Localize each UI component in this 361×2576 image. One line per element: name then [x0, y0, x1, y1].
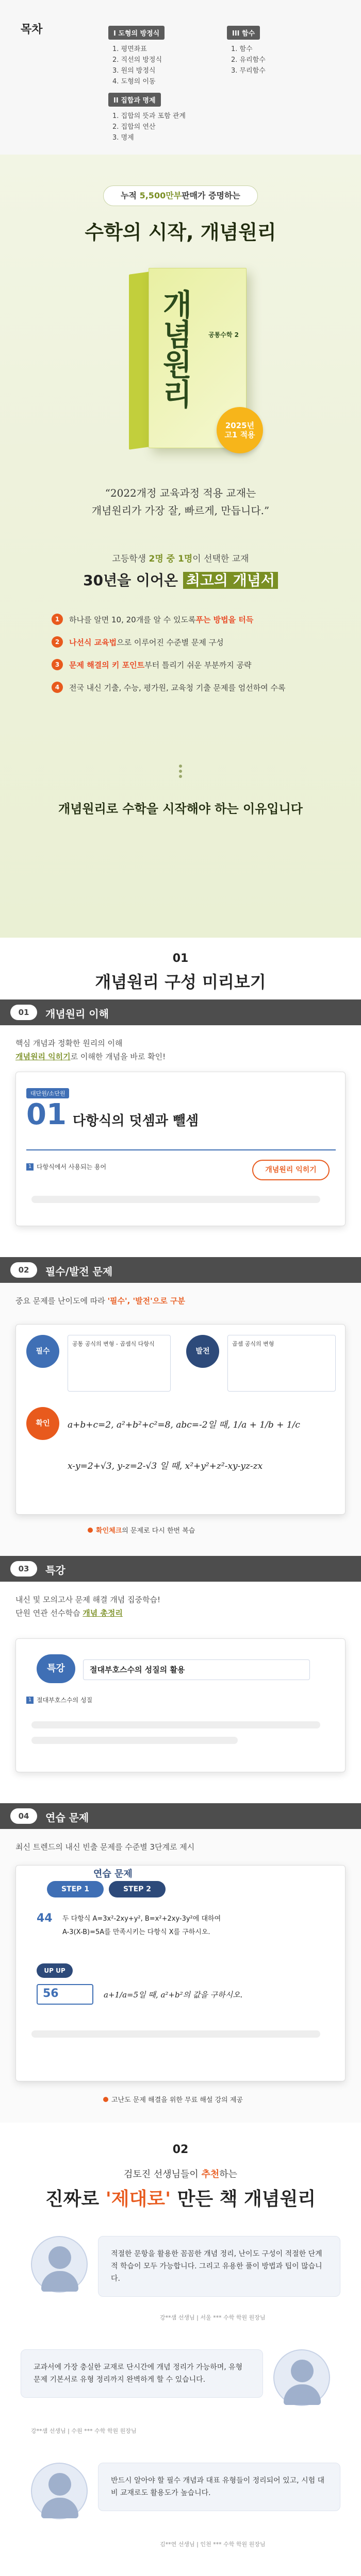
toc-col-functions — [227, 26, 335, 76]
desc-rest: 로 이해한 개념을 바로 확인! — [70, 1052, 166, 1061]
callout-em: 확인체크 — [96, 1527, 122, 1535]
divider — [26, 1149, 336, 1150]
question-text: A-3(X-B)=5A를 만족시키는 다항식 X를 구하시오. — [62, 1928, 210, 1936]
callout — [88, 1525, 195, 1535]
avatar — [31, 2236, 88, 2293]
quote-line1: “2022개정 교육과정 적용 교재는 — [105, 487, 256, 499]
toc-item: 4. 도형의 이동 — [112, 78, 156, 86]
block-description: 최신 트렌드의 내신 빈출 문제를 수준별 3단계로 제시 — [15, 1842, 195, 1852]
tag-text: 다항식에서 사용되는 용어 — [37, 1163, 107, 1171]
feature-text: 전국 내신 기출, 수능, 평가원, 교육청 기출 문제를 엄선하여 수록 — [69, 683, 286, 692]
number-badge: 2 — [52, 636, 63, 648]
text-placeholder — [31, 2030, 320, 2038]
table-of-contents — [0, 0, 361, 155]
example-box: 곱셈 공식의 변형 — [227, 1335, 336, 1392]
feature-item — [52, 653, 309, 676]
unit-label: 대단원/소단원 — [26, 1088, 69, 1098]
feature-em: 푸는 방법을 터득 — [195, 615, 254, 624]
block-practice — [0, 1803, 361, 2123]
hero-title: 수학의 시작, 개념원리 — [85, 221, 276, 244]
section-title: 개념원리 구성 미리보기 — [95, 972, 266, 992]
year-badge — [217, 407, 263, 453]
block-title: 개념원리 이해 — [45, 1008, 109, 1020]
feature-em: 문제 해결의 키 포인트 — [69, 660, 145, 670]
block-title: 연습 문제 — [45, 1811, 89, 1824]
desc-underline: 개념 총정리 — [83, 1608, 123, 1618]
title-em: '제대로' — [105, 2189, 171, 2210]
callout-suffix: 로 다시 한번 복습 — [143, 1527, 195, 1535]
desc-highlight: '필수', '발전'으로 구분 — [107, 1296, 185, 1306]
question-number: 44 — [37, 1912, 53, 1925]
sample-page-card — [15, 1865, 346, 2081]
essential-badge: 필수 — [26, 1335, 59, 1368]
card-title: 연습 문제 — [93, 1869, 133, 1879]
toc-head: II 집합과 명제 — [108, 93, 161, 107]
hero-choice-line — [0, 551, 361, 564]
toc-head: III 함수 — [227, 26, 260, 40]
feature-text: 부터 틀리기 쉬운 부분까지 공략 — [144, 660, 252, 670]
sub-text: 절대부호스수의 성질 — [37, 1697, 93, 1704]
block-header — [0, 1257, 361, 1283]
square-icon: 1 — [26, 1163, 34, 1171]
square-icon: 1 — [26, 1697, 34, 1704]
badge-line2: 고1 적용 — [224, 430, 255, 439]
desc-line: 핵심 개념과 정확한 원리의 이해 — [15, 1039, 123, 1048]
step2-tab: STEP 2 — [109, 1881, 166, 1897]
desc-prefix: 중요 문제를 난이도에 따라 — [15, 1296, 108, 1306]
block-title: 필수/발전 문제 — [45, 1265, 113, 1278]
dot — [179, 770, 182, 773]
dots-divider — [0, 762, 361, 780]
text-placeholder — [31, 1737, 238, 1744]
review-card: 교과서에 가장 충실한 교재로 단시간에 개념 정리가 가능하며, 유형 문제 기본서로 유형 정리까지 완벽하게 할 수 있습니다. — [21, 2349, 263, 2398]
hero-section — [0, 155, 361, 938]
toc-title: 목차 — [21, 23, 43, 36]
sample-page-card — [15, 1638, 346, 1772]
section-number: 01 — [172, 952, 189, 965]
block-concept — [0, 999, 361, 1257]
question-text: 두 다항식 A=3x²-2xy+y², B=x²+2xy-3y²에 대하여 — [62, 1915, 221, 1923]
title-prefix: 진짜로 — [45, 2189, 106, 2210]
special-tag: 특강 — [37, 1654, 75, 1683]
block-special — [0, 1556, 361, 1803]
unit-number: 01 — [26, 1098, 67, 1131]
callout — [103, 2094, 243, 2104]
block-description — [15, 1037, 166, 1063]
toc-item: 2. 집합의 연산 — [112, 123, 156, 131]
toc-item: 2. 직선의 방정식 — [112, 56, 162, 64]
block-header — [0, 1556, 361, 1582]
toc-head: I 도형의 방정식 — [108, 26, 165, 40]
toc-item: 2. 유리함수 — [231, 56, 266, 64]
step1-tab: STEP 1 — [47, 1881, 104, 1897]
sample-page-card — [15, 1072, 346, 1226]
hero-bottom-text: 개념원리로 수학을 시작해야 하는 이유입니다 — [58, 802, 303, 816]
block-description — [15, 1593, 160, 1620]
callout-text: 고난도 문제 해결을 위한 무료 해설 강의 제공 — [111, 2096, 243, 2104]
math-problem: a+1/a=5일 때, a²+b²의 값을 구하시오. — [104, 1990, 243, 1999]
concept-check-button: 개념원리 익히기 — [252, 1160, 330, 1180]
toc-item: 1. 함수 — [231, 45, 253, 53]
unit-name: 다항식의 덧셈과 뺄셈 — [73, 1113, 199, 1129]
feature-em: 나선식 교육법 — [69, 637, 117, 647]
toc-col-sets — [108, 93, 217, 143]
review-caption: 강**샘 선생님 | 서울 *** 수학 학원 원장님 — [160, 2314, 266, 2321]
block-description — [15, 1294, 185, 1308]
hero-headline — [0, 569, 361, 590]
unit-tag — [26, 1162, 106, 1171]
check-badge: 확인 — [26, 1407, 59, 1440]
block-number: 01 — [10, 1005, 37, 1020]
toc-col-geometry — [108, 26, 217, 87]
toc-item: 1. 집합의 뜻과 포함 관계 — [112, 112, 186, 120]
pill-prefix: 누적 — [121, 191, 137, 200]
text-placeholder — [31, 1196, 320, 1203]
number-badge: 3 — [52, 659, 63, 670]
preview-header — [0, 938, 361, 999]
math-problem: x-y=2+√3, y-z=2-√3 일 때, x²+y²+z²-xy-yz-zx — [68, 1461, 263, 1471]
number-badge: 1 — [52, 614, 63, 625]
book-logo: 개념원리 — [157, 289, 192, 409]
badge-line1: 2025년 — [225, 421, 255, 430]
desc-line — [15, 1050, 166, 1063]
toc-item: 3. 무리함수 — [231, 67, 266, 75]
math-problem: a+b+c=2, a²+b²+c²=8, abc=-2일 때, 1/a + 1/b + 1/c — [68, 1420, 300, 1430]
feature-item — [52, 608, 309, 631]
pill-number: 5,500만부 — [139, 191, 182, 200]
question-number: 56 — [43, 1987, 59, 2000]
review-card: 반드시 알아야 할 필수 개념과 대표 유형들이 정리되어 있고, 시험 대비 교재로도 활용도가 높습니다. — [98, 2463, 340, 2511]
section-number: 02 — [172, 2143, 189, 2156]
toc-item: 3. 명제 — [112, 134, 134, 142]
line1-em: 2명 중 1명 — [149, 554, 193, 564]
dot-icon — [88, 1528, 93, 1533]
block-problems — [0, 1257, 361, 1556]
desc-line: 내신 및 모의고사 문제 해결 개념 집중학습! — [15, 1595, 160, 1604]
avatar — [31, 2463, 88, 2519]
desc-prefix: 단원 연관 선수학습 — [15, 1608, 83, 1618]
section-sub — [0, 2167, 361, 2180]
line1-suffix: 이 선택한 교재 — [192, 554, 249, 564]
line1-prefix: 고등학생 — [112, 554, 146, 564]
review-caption: 강**샘 선생님 | 수원 *** 수학 학원 원장님 — [31, 2428, 137, 2434]
dot — [179, 765, 182, 768]
section-title — [0, 2184, 361, 2211]
sub-prefix: 검토진 선생님들이 — [123, 2169, 202, 2180]
line2-highlight: 최고의 개념서 — [183, 572, 278, 589]
dot-icon — [103, 2097, 108, 2102]
block-number: 03 — [10, 1561, 37, 1577]
block-header — [0, 1803, 361, 1829]
callout-mid: 의 문제 — [122, 1527, 144, 1535]
block-title: 특강 — [45, 1564, 65, 1577]
unit-header — [26, 1088, 199, 1131]
upup-badge: UP UP — [37, 1963, 73, 1978]
feature-item — [52, 631, 309, 653]
reviewer-section — [0, 2123, 361, 2576]
block-number: 04 — [10, 1808, 37, 1824]
feature-list — [52, 608, 309, 699]
sub-suffix: 하는 — [219, 2169, 238, 2180]
block-header — [0, 999, 361, 1025]
sample-page-card — [15, 1324, 346, 1515]
text-placeholder — [31, 1721, 320, 1728]
dot — [179, 775, 182, 778]
sales-pill — [103, 185, 258, 206]
feature-text: 하나를 알면 10, 20개를 알 수 있도록 — [69, 615, 196, 624]
special-sub — [26, 1696, 92, 1704]
book-subtitle: 공통수학 2 — [208, 331, 239, 338]
advanced-badge: 발전 — [186, 1335, 219, 1368]
line2-prefix: 30년을 이어온 — [83, 572, 178, 589]
desc-line — [15, 1606, 160, 1620]
toc-item: 1. 평면좌표 — [112, 45, 147, 53]
avatar — [273, 2349, 330, 2406]
title-suffix: 만든 책 개념원리 — [171, 2189, 316, 2210]
number-badge: 4 — [52, 682, 63, 693]
sub-em: 추천 — [201, 2169, 220, 2180]
example-box: 공통 공식의 변형 - 곱셈식 다항식 — [68, 1335, 171, 1392]
book-spine — [129, 272, 150, 450]
quote-line2: 개념원리가 가장 잘, 빠르게, 만듭니다.” — [91, 504, 270, 517]
desc-underline: 개념원리 익히기 — [15, 1052, 71, 1061]
toc-item: 3. 원의 방정식 — [112, 67, 156, 75]
block-number: 02 — [10, 1262, 37, 1278]
review-card: 적절한 문항을 활용한 꼼꼼한 개념 정리, 난이도 구성이 적절한 단계적 학습이 모두 가능합니다. 그리고 유용한 풀이 방법과 팁이 많습니다. — [98, 2236, 340, 2297]
feature-text: 으로 이루어진 수준별 문제 구성 — [117, 637, 224, 647]
review-caption: 김**연 선생님 | 인천 *** 수학 학원 원장님 — [160, 2541, 266, 2548]
pill-suffix: 판매가 증명하는 — [182, 191, 240, 200]
special-title-box: 절대부호스수의 성질의 활용 — [83, 1659, 310, 1680]
feature-item — [52, 676, 309, 699]
hero-quote — [0, 484, 361, 519]
